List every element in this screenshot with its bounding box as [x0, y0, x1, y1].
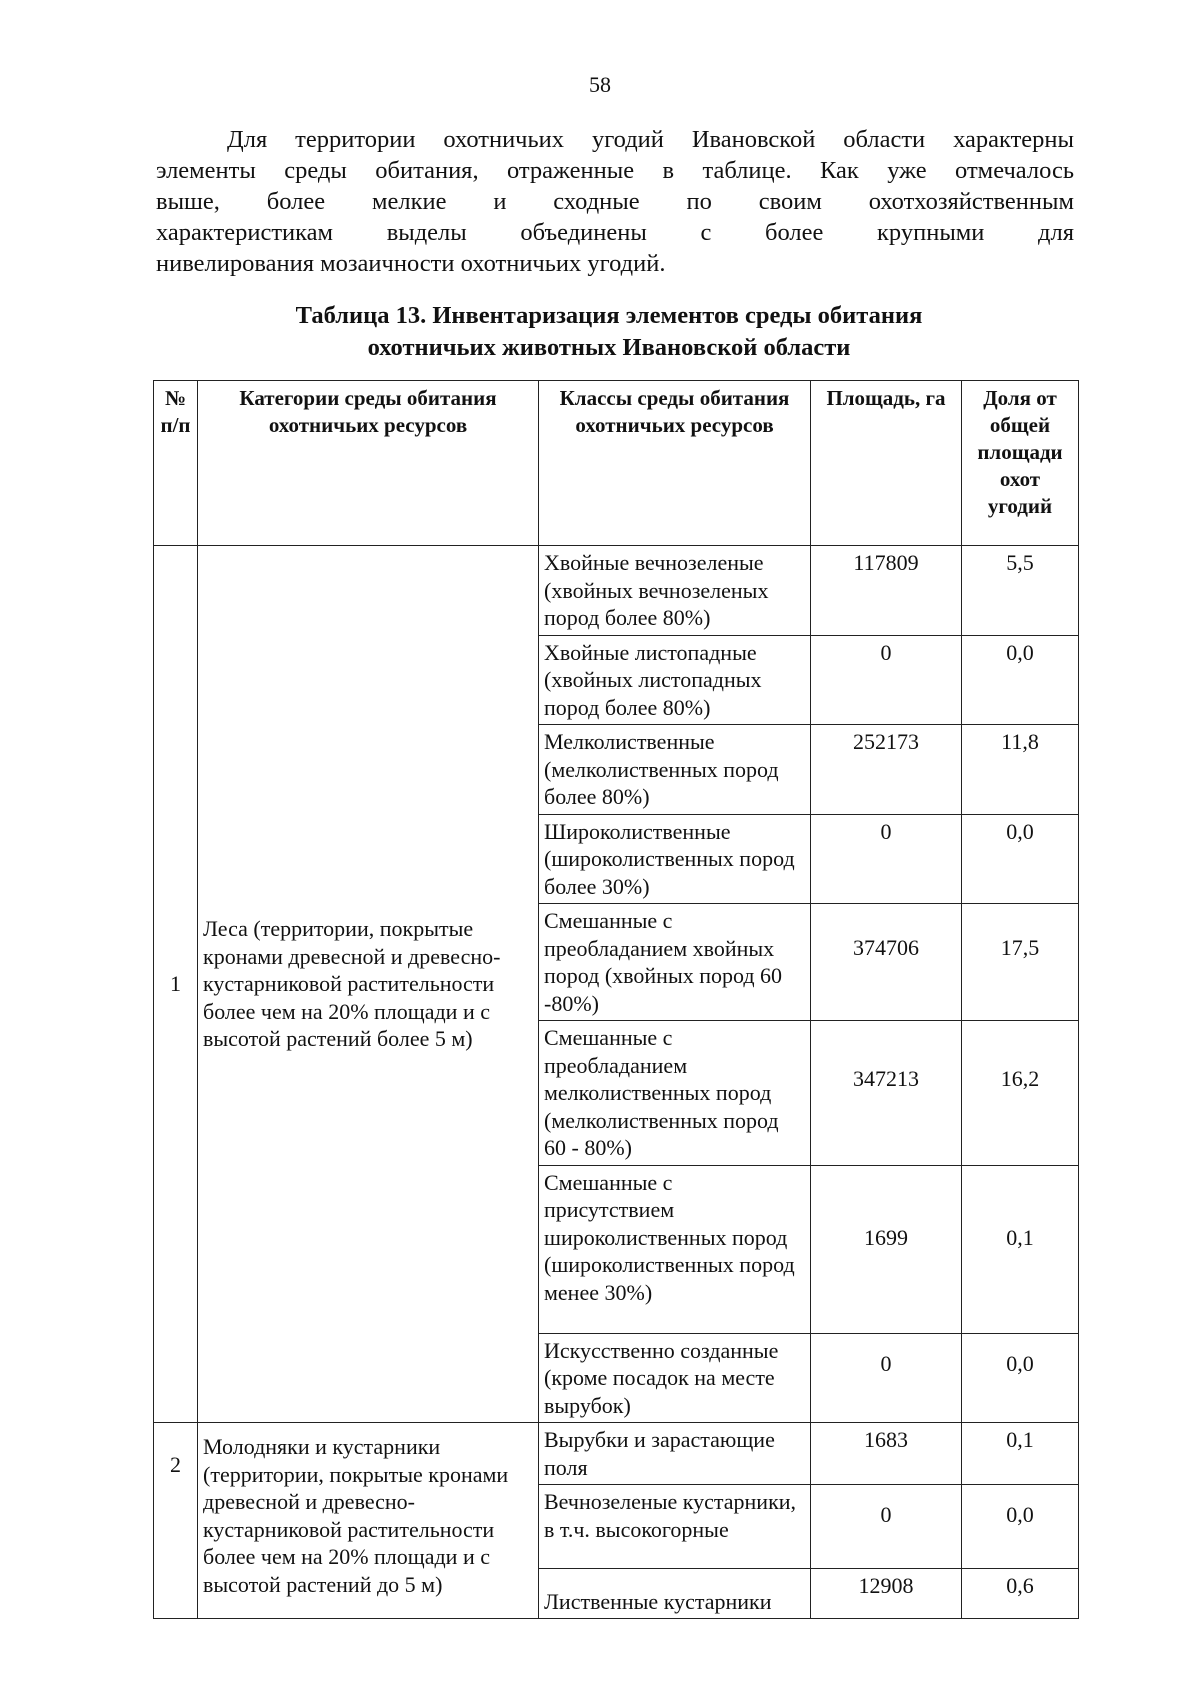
area-cell: 0 — [811, 1333, 962, 1423]
class-cell: Смешанные с преобладанием мелколиственных пород (мелколиственных пород 60 - 80%) — [539, 1021, 811, 1166]
class-cell: Искусственно созданные (кроме посадок на месте вырубок) — [539, 1333, 811, 1423]
area-cell: 117809 — [811, 546, 962, 636]
intro-line: выше, более мелкие и сходные по своим охотхозяйственным — [156, 188, 1074, 215]
page-number: 58 — [589, 72, 611, 97]
share-cell: 11,8 — [962, 725, 1079, 815]
header-share: Доля от общей площади охот угодий — [962, 381, 1079, 546]
table-caption-line: Таблица 13. Инвентаризация элементов среды обитания — [295, 302, 923, 329]
area-cell: 374706 — [811, 904, 962, 1021]
area-cell: 12908 — [811, 1569, 962, 1619]
share-cell: 0,0 — [962, 1333, 1079, 1423]
intro-paragraph — [156, 124, 1074, 279]
class-cell: Хвойные листопадные (хвойных листопадных пород более 80%) — [539, 635, 811, 725]
share-cell: 16,2 — [962, 1021, 1079, 1166]
class-cell: Смешанные с присутствием широколиственных пород (широколиственных пород менее 30%) — [539, 1165, 811, 1333]
class-cell: Хвойные вечнозеленые (хвойных вечнозеленых пород более 80%) — [539, 546, 811, 636]
share-cell: 0,0 — [962, 635, 1079, 725]
group-number: 2 — [154, 1423, 198, 1619]
class-cell: Мелколиственные (мелколиственных пород более 80%) — [539, 725, 811, 815]
class-cell: Широколиственные (широколиственных пород более 30%) — [539, 814, 811, 904]
share-cell: 0,0 — [962, 814, 1079, 904]
group-number: 1 — [154, 546, 198, 1423]
group-category: Леса (территории, покрытые кронами древесной и древесно-кустарниковой растительности более чем на 20% площади и с высотой растений более 5 м) — [198, 546, 539, 1423]
intro-line: элементы среды обитания, отраженные в таблице. Как уже отмечалось — [156, 157, 1074, 184]
area-cell: 0 — [811, 1485, 962, 1569]
table-row — [154, 1423, 1079, 1485]
class-cell: Вырубки и зарастающие поля — [539, 1423, 811, 1485]
share-cell: 0,6 — [962, 1569, 1079, 1619]
class-cell: Лиственные кустарники — [539, 1569, 811, 1619]
header-class: Классы среды обитания охотничьих ресурсов — [539, 381, 811, 546]
area-cell: 347213 — [811, 1021, 962, 1166]
table-header-row — [154, 381, 1079, 546]
share-cell: 17,5 — [962, 904, 1079, 1021]
class-cell: Вечнозеленые кустарники, в т.ч. высокогорные — [539, 1485, 811, 1569]
header-num: № п/п — [154, 381, 198, 546]
group-category: Молодняки и кустарники (территории, покрытые кронами древесной и древесно-кустарниковой растительности более чем на 20% площади и с высотой растений до 5 м) — [198, 1423, 539, 1619]
header-area: Площадь, га — [811, 381, 962, 546]
area-cell: 252173 — [811, 725, 962, 815]
area-cell: 1683 — [811, 1423, 962, 1485]
area-cell: 0 — [811, 814, 962, 904]
intro-line: Для территории охотничьих угодий Ивановской области характерны — [227, 126, 1074, 153]
table-caption-line: охотничьих животных Ивановской области — [367, 334, 851, 361]
class-cell: Смешанные с преобладанием хвойных пород (хвойных пород 60 -80%) — [539, 904, 811, 1021]
share-cell: 0,1 — [962, 1165, 1079, 1333]
habitat-inventory-table — [153, 380, 1079, 1619]
share-cell: 5,5 — [962, 546, 1079, 636]
table-row — [154, 546, 1079, 636]
intro-line: характеристикам выделы объединены с более крупными для — [156, 219, 1074, 246]
table-caption — [150, 300, 1068, 364]
area-cell: 0 — [811, 635, 962, 725]
header-category: Категории среды обитания охотничьих ресурсов — [198, 381, 539, 546]
share-cell: 0,0 — [962, 1485, 1079, 1569]
intro-line: нивелирования мозаичности охотничьих угодий. — [156, 250, 666, 277]
area-cell: 1699 — [811, 1165, 962, 1333]
share-cell: 0,1 — [962, 1423, 1079, 1485]
